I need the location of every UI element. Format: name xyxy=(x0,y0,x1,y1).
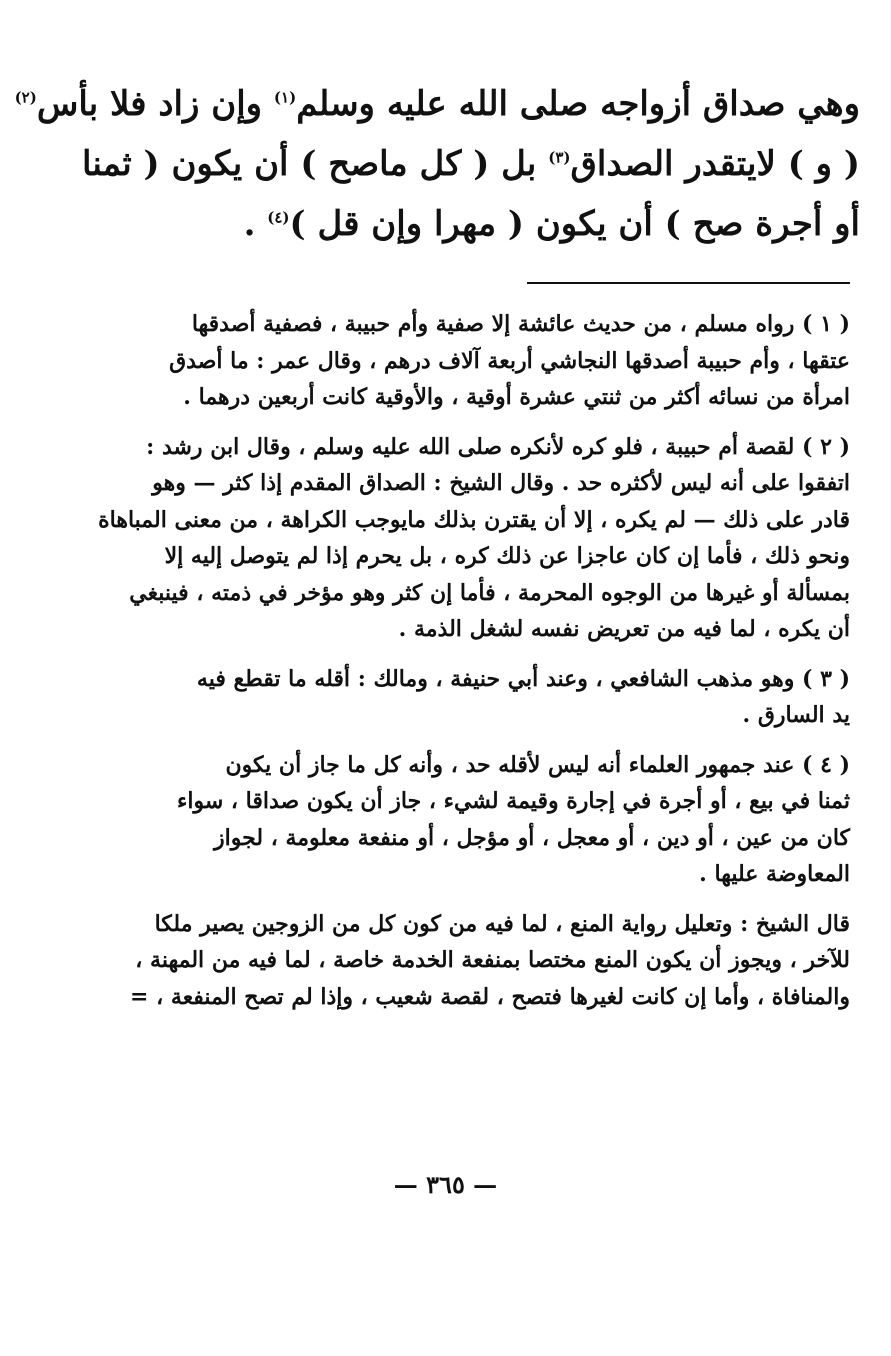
main-text xyxy=(14,74,860,254)
footnote-line: أن يكره ، لما فيه من تعريض نفسه لشغل الذمة . xyxy=(398,616,850,642)
footnote-line: المعاوضة عليها . xyxy=(699,861,850,887)
footnote-line: بمسألة أو غيرها من الوجوه المحرمة ، فأما إن كثر وهو مؤخر في ذمته ، فينبغي xyxy=(129,579,850,606)
footnote-line: قادر على ذلك — لم يكره ، إلا أن يقترن بذلك مايوجب الكراهة ، من معنى المباهاة xyxy=(98,506,850,533)
footnote-ref: (٣) xyxy=(548,148,571,167)
footnote-continuation xyxy=(90,906,850,1016)
main-text-segment: وهي صداق أزواجه صلى الله عليه وسلم xyxy=(296,84,860,124)
main-text-segment: أو أجرة صح ) أن يكون ( مهرا وإن قل ) xyxy=(289,204,860,244)
footnote-line: عتقها ، وأم حبيبة أصدقها النجاشي أربعة آلاف درهم ، وقال عمر : ما أصدق xyxy=(169,347,850,374)
footnote-divider xyxy=(527,282,850,284)
footnote-line: للآخر ، ويجوز أن يكون المنع مختصا بمنفعة الخدمة خاصة ، لما فيه من المهنة ، xyxy=(135,947,850,973)
footnote-line: ( ٤ ) عند جمهور العلماء أنه ليس لأقله حد ، وأنه كل ما جاز أن يكون xyxy=(225,751,850,778)
main-line xyxy=(81,134,860,194)
footnotes xyxy=(90,306,850,1028)
footnote-line: يد السارق . xyxy=(742,702,850,728)
footnote-line: والمنافاة ، وأما إن كانت لغيرها فتصح ، لقصة شعيب ، وإذا لم تصح المنفعة ، = xyxy=(130,983,850,1010)
main-text-segment: . xyxy=(243,204,268,244)
footnote-ref: (٢) xyxy=(14,88,37,107)
footnote-line: امرأة من نسائه أكثر من ثنتي عشرة أوقية ، والأوقية كانت أربعين درهما . xyxy=(183,384,850,410)
footnote-line: ( ٢ ) لقصة أم حبيبة ، فلو كره لأنكره صلى الله عليه وسلم ، وقال ابن رشد : xyxy=(146,433,850,460)
page-number: — ٣٦٥ — xyxy=(393,1170,498,1199)
footnote-line: قال الشيخ : وتعليل رواية المنع ، لما فيه من كون كل من الزوجين يصير ملكا xyxy=(154,910,850,937)
footnote-ref: (١) xyxy=(273,88,297,107)
main-line xyxy=(100,194,860,254)
footnote-4 xyxy=(90,747,850,893)
footnote-line: ونحو ذلك ، فأما إن كان عاجزا عن ذلك كره ، بل يحرم إذا لم يتوصل إليه إلا xyxy=(164,543,850,569)
footnote-line: كان من عين ، أو دين ، أو معجل ، أو مؤجل ، أو منفعة معلومة ، لجواز xyxy=(214,824,850,851)
main-text-segment: وإن زاد فلا بأس xyxy=(36,84,274,124)
footnote-line: ( ١ ) رواه مسلم ، من حديث عائشة إلا صفية وأم حبيبة ، فصفية أصدقها xyxy=(191,311,850,337)
footnote-line: ثمنا في بيع ، أو أجرة في إجارة وقيمة لشيء ، جاز أن يكون صداقا ، سواء xyxy=(177,788,850,814)
footnote-ref: (٤) xyxy=(267,208,290,227)
main-text-segment: بل ( كل ماصح ) أن يكون ( ثمنا xyxy=(81,144,549,184)
main-line xyxy=(14,74,860,134)
footnote-line: اتفقوا على أنه ليس لأكثره حد . وقال الشيخ : الصداق المقدم إذا كثر — وهو xyxy=(152,470,850,496)
footnote-line: ( ٣ ) وهو مذهب الشافعي ، وعند أبي حنيفة ، ومالك : أقله ما تقطع فيه xyxy=(196,665,850,692)
footnote-2 xyxy=(90,429,850,648)
footnote-3 xyxy=(90,661,850,734)
main-text-segment: ( و ) لايتقدر الصداق xyxy=(570,144,860,184)
footnote-1 xyxy=(90,306,850,416)
